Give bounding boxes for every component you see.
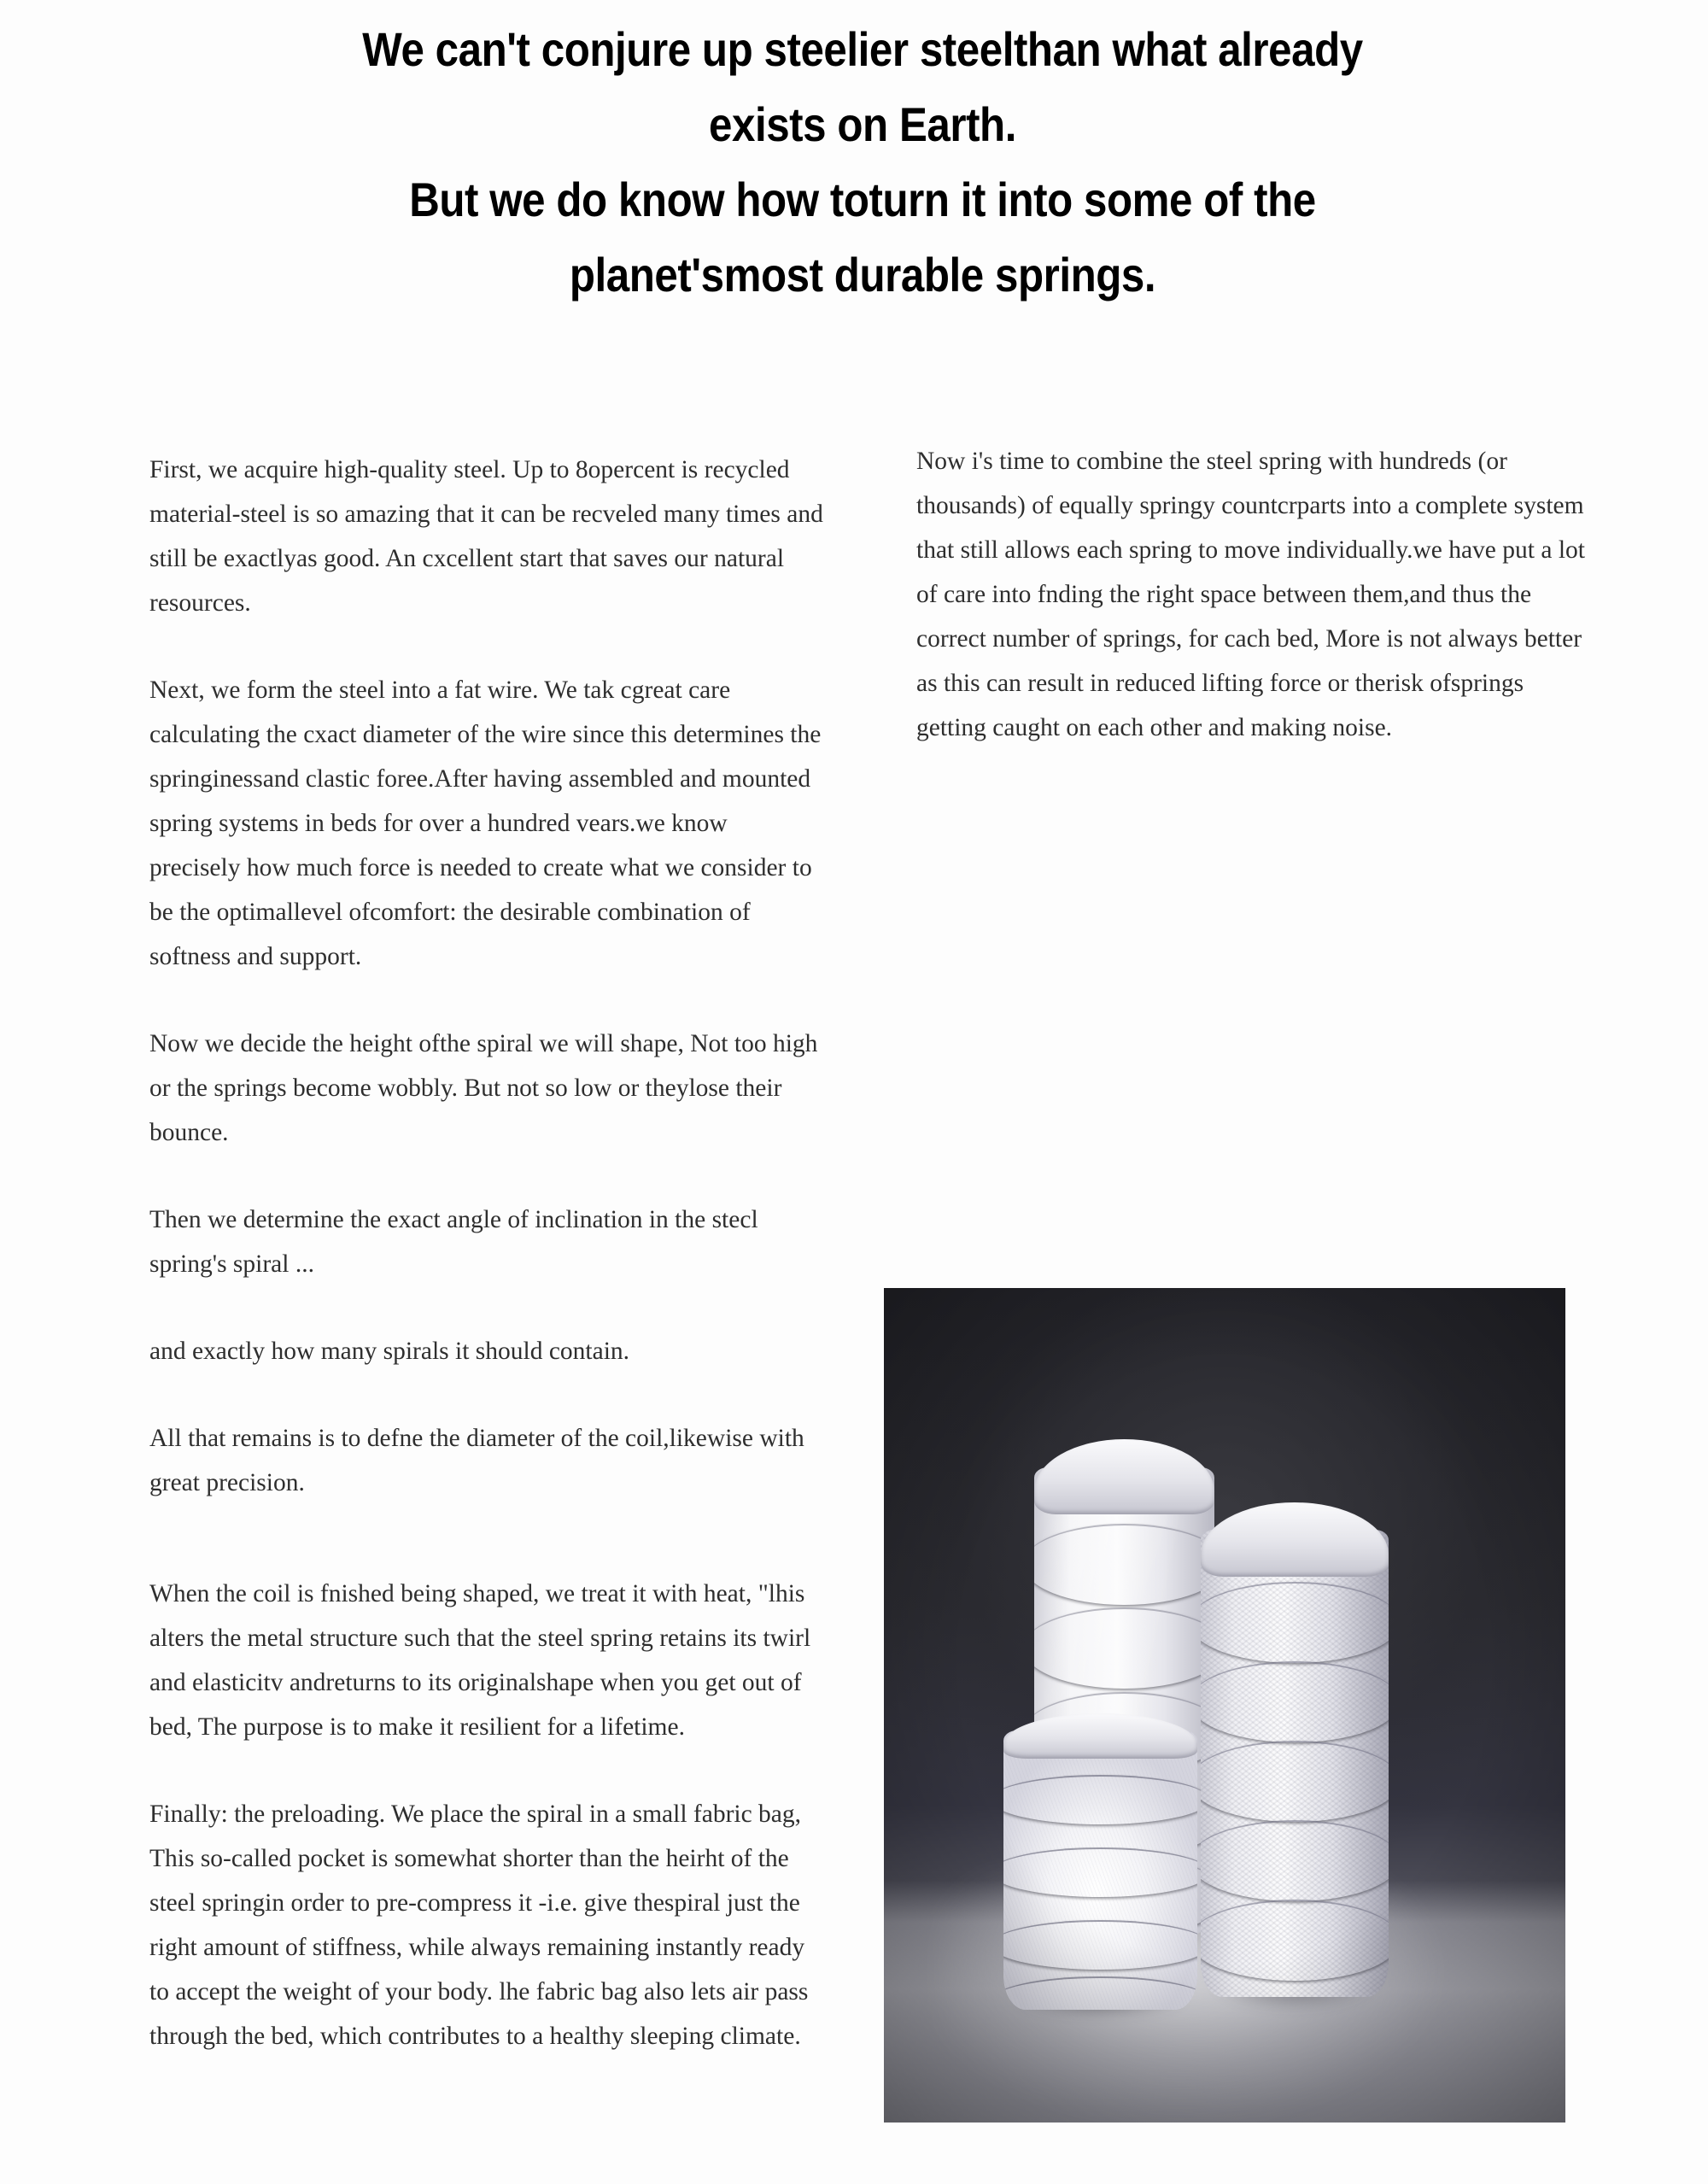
right-text-column xyxy=(916,439,1591,750)
headline-line-3: But we do know how toturn it into some of the xyxy=(409,173,1316,226)
paragraph-form-wire: Next, we form the steel into a fat wire. We tak cgreat care calculating the cxact diameter of the wire since this determines the springinessand clastic foree.After having assembled and mounted spring systems in beds for over a hundred vears.we know precisely how much force is needed to create what we consider to be the optimallevel ofcomfort: the desirable combination of softness and support. xyxy=(149,676,822,970)
headline-line-2: exists on Earth. xyxy=(709,97,1016,151)
paragraph-heat-treatment: When the coil is fnished being shaped, we treat it with heat, "lhis alters the metal structure such that the steel spring retains its twirl and elasticitv andreturns to its originalshape when you get out of bed, The purpose is to make it resilient for a lifetime. xyxy=(149,1580,811,1741)
paragraph-coil-diameter: All that remains is to defne the diameter of the coil,likewise with great precision. xyxy=(149,1425,804,1496)
paragraph-spiral-height: Now we decide the height ofthe spiral we will shape, Not too high or the springs become wobbly. But not so low or theylose their bounce. xyxy=(149,1030,818,1146)
pocket-springs-photo xyxy=(884,1288,1565,2123)
page-title xyxy=(239,12,1487,313)
headline-line-4: planet'smost durable springs. xyxy=(569,248,1156,302)
paragraph-angle-inclination: Then we determine the exact angle of inclination in the stecl spring's spiral ... xyxy=(149,1206,758,1278)
headline-line-1: We can't conjure up steelier steelthan what already xyxy=(362,22,1363,76)
paragraph-combine-springs: Now i's time to combine the steel spring with hundreds (or thousands) of equally springy countcrparts into a complete system that still allows each spring to move individually.we have put a lot of care into fnding the right space between them,and thus the correct number of springs, for cach bed, More is not always better as this can result in reduced lifting force or therisk ofsprings getting caught on each other and making noise. xyxy=(916,448,1585,741)
paragraph-spiral-count: and exactly how many spirals it should contain. xyxy=(149,1338,630,1365)
photo-vignette xyxy=(884,1288,1565,2123)
paragraph-preloading: Finally: the preloading. We place the spiral in a small fabric bag, This so-called pocket is somewhat shorter than the heirht of the steel springin order to pre-compress it -i.e. give thespiral just the right amount of stiffness, while always remaining instantly ready to accept the weight of your body. lhe fabric bag also lets air pass through the bed, which contributes to a healthy sleeping climate. xyxy=(149,1800,809,2050)
photo-backdrop xyxy=(884,1288,1565,2123)
left-text-column xyxy=(149,448,824,2058)
paragraph-acquire-steel: First, we acquire high-quality steel. Up to 8opercent is recycled material-steel is so amazing that it can be recveled many times and still be exactlyas good. An cxcellent start that saves our natural resources. xyxy=(149,456,823,617)
